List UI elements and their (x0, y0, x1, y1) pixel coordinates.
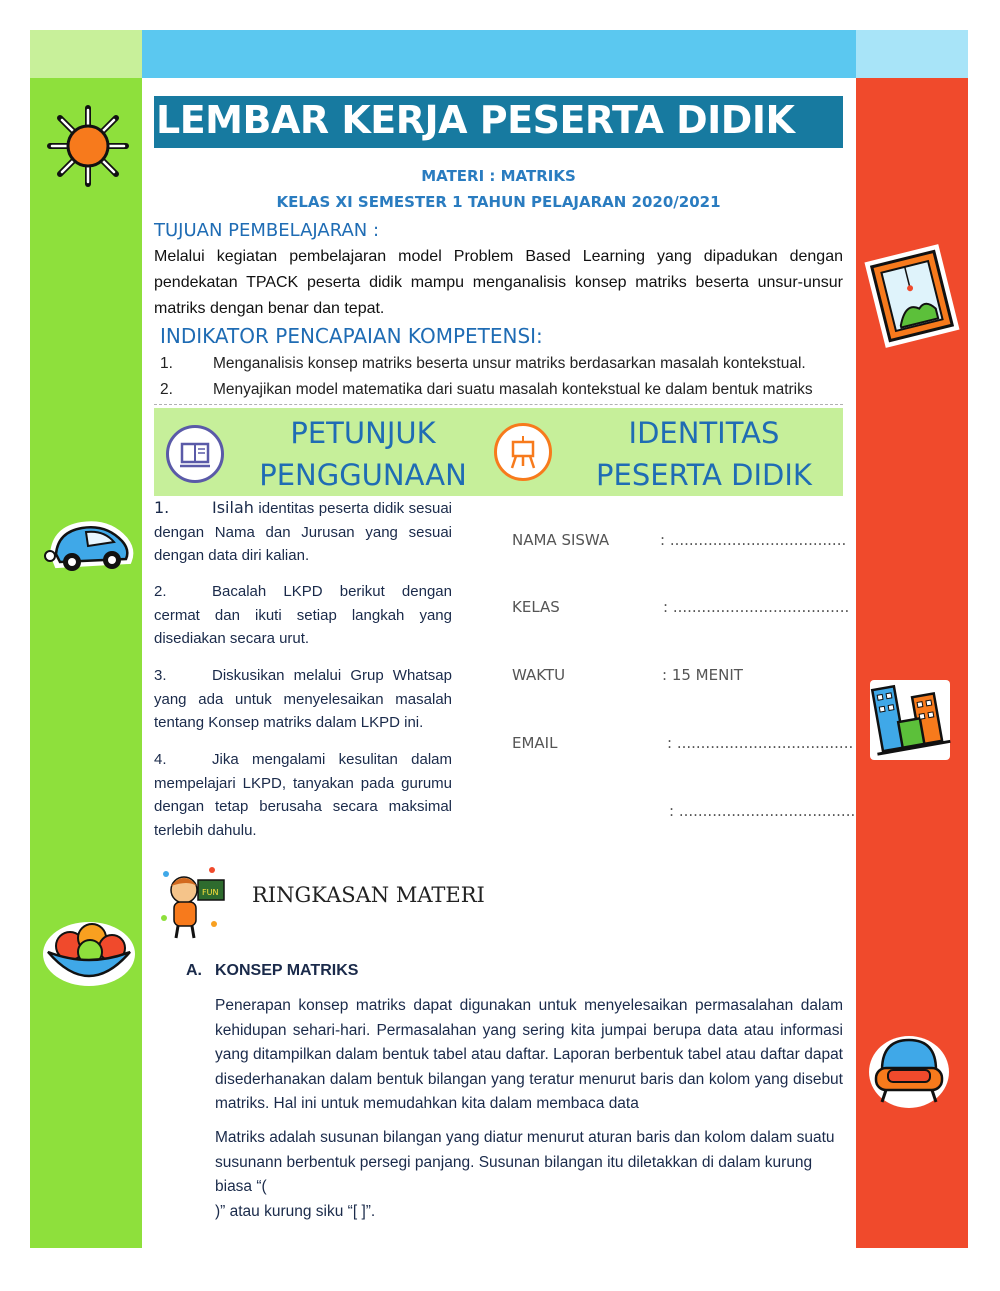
identitas-title-line2: PESERTA DIDIK (596, 458, 812, 492)
materi-subtitle: MATERI : MATRIKS (421, 167, 576, 185)
class-semester-subtitle: KELAS XI SEMESTER 1 TAHUN PELAJARAN 2020/2021 (276, 193, 721, 211)
petunjuk-step (154, 664, 452, 735)
petunjuk-title (236, 412, 490, 496)
clipart-text: FUN (202, 888, 219, 897)
waktu-label: WAKTU (512, 666, 566, 684)
kelas-label: KELAS (512, 598, 560, 616)
email-label: EMAIL (512, 734, 558, 752)
car-icon (42, 516, 134, 578)
indikator-text: Menyajikan model matematika dari suatu masalah kontekstual ke dalam bentuk matriks (213, 381, 813, 398)
page-title: LEMBAR KERJA PESERTA DIDIK (156, 98, 795, 142)
step-text: Diskusikan melalui Grup Whatsap yang ada untuk menyelesaikan masalah tentang Konsep matriks dalam LKPD ini. (154, 667, 452, 731)
petunjuk-title-line1: PETUNJUK (290, 416, 436, 450)
top-strip-right (856, 30, 968, 78)
paragraph-2-line: susunann berbentuk persegi panjang. Susunan bilangan itu diletakkan di dalam kurung biasa “( (215, 1153, 813, 1195)
step-text: Bacalah LKPD berikut dengan cermat dan ikuti setiap langkah yang disediakan secara urut. (154, 583, 452, 647)
ringkasan-heading: RINGKASAN MATERI (252, 883, 485, 907)
petunjuk-title-line2: PENGGUNAAN (259, 458, 467, 492)
kid-clipart-icon (158, 862, 226, 942)
konsep-heading (186, 962, 358, 980)
top-strip-center (142, 30, 856, 78)
step-lead: Isilah (212, 498, 254, 517)
waktu-value: : 15 MENIT (662, 666, 743, 684)
paragraph-2-line: Matriks adalah susunan bilangan yang diatur menurut aturan baris dan kolom dalam suatu (215, 1129, 835, 1146)
konsep-label: A. (186, 962, 202, 979)
divider (154, 404, 843, 405)
step-number: 1. (154, 498, 170, 517)
step-text: Jika mengalami kesulitan dalam mempelajari LKPD, tanyakan pada gurumu dengan tetap berusaha secara maksimal terlebih dahulu. (154, 751, 452, 839)
easel-icon (494, 423, 552, 481)
top-strip-left (30, 30, 142, 78)
left-decor-column (30, 78, 142, 1248)
email-field[interactable]: : ..................................... (667, 734, 854, 752)
tujuan-heading: TUJUAN PEMBELAJARAN : (154, 220, 380, 241)
nama-siswa-label: NAMA SISWA (512, 531, 610, 549)
indikator-text: Menganalisis konsep matriks beserta unsur matriks berdasarkan masalah kontekstual. (213, 355, 806, 372)
tujuan-text: Melalui kegiatan pembelajaran model Problem Based Learning yang dipadukan dengan pendekatan TPACK peserta didik mampu menganalisis konsep matriks beserta unsur-unsur matriks dengan benar dan tepat. (154, 248, 843, 317)
konsep-title: KONSEP MATRIKS (215, 962, 359, 979)
petunjuk-step (154, 496, 452, 568)
nama-siswa-field[interactable]: : ..................................... (660, 531, 847, 549)
identitas-title-line1: IDENTITAS (628, 416, 780, 450)
petunjuk-step (154, 580, 452, 651)
paragraph-2-line: )” atau kurung siku “[ ]”. (215, 1202, 376, 1220)
konsep-paragraph-2 (215, 1126, 843, 1224)
fruit-bowl-icon (40, 910, 138, 990)
extra-field[interactable]: : ..................................... (669, 802, 856, 820)
armchair-icon (866, 1030, 952, 1112)
indikator-number: 2. (160, 381, 173, 398)
petunjuk-step (154, 748, 452, 842)
sun-icon (40, 100, 136, 192)
step-text: identitas peserta didik sesuai dengan Nama dan Jurusan yang sesuai dengan data diri kalian. (154, 500, 452, 564)
buildings-icon (864, 670, 956, 766)
step-number: 3. (154, 667, 167, 684)
step-number: 2. (154, 583, 167, 600)
indikator-heading: INDIKATOR PENCAPAIAN KOMPETENSI: (160, 324, 543, 348)
indikator-number: 1. (160, 355, 173, 372)
book-icon (166, 425, 224, 483)
konsep-paragraph-1: Penerapan konsep matriks dapat digunakan untuk menyelesaikan permasalahan dalam kehidupan sehari-hari. Permasalahan yang sering kita jumpai berupa data atau informasi yang ditampilkan dalam bentuk tabel atau daftar. Laporan berbentuk tabel atau daftar dapat disederhanakan dalam bentuk bilangan yang teratur menurut baris dan kolom yang disebut matriks. Hal ini untuk memudahkan kita dalam membaca data (215, 997, 843, 1112)
window-picture-icon (864, 244, 960, 348)
identitas-title (566, 412, 842, 496)
kelas-field[interactable]: : ..................................... (663, 598, 850, 616)
step-number: 4. (154, 751, 167, 768)
